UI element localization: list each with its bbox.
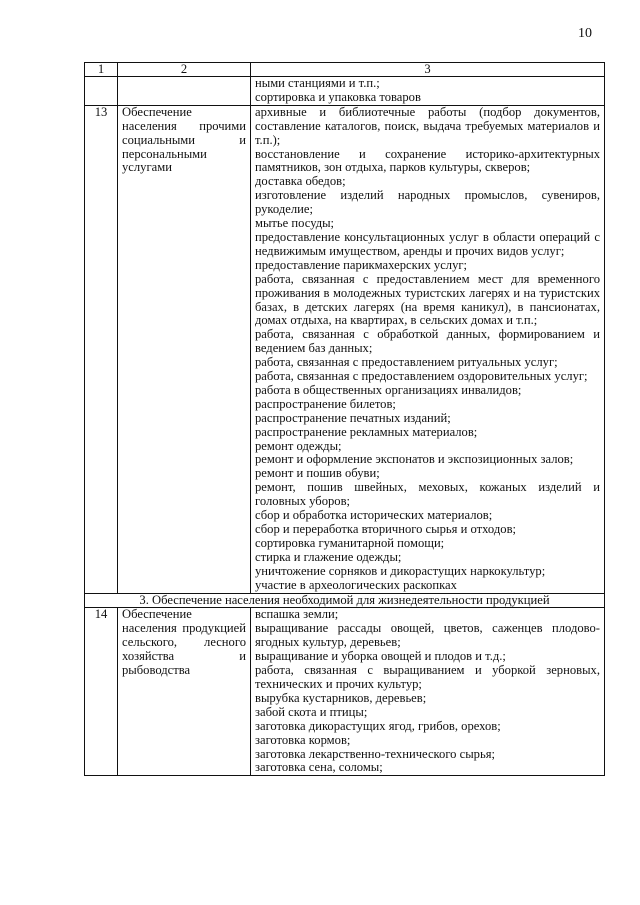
list-item: изготовление изделий народных промыслов, сувениров, рукоделие; bbox=[255, 188, 600, 217]
list-item: стирка и глажение одежды; bbox=[255, 549, 402, 564]
list-item: предоставление парикмахерских услуг; bbox=[255, 257, 468, 272]
list-item: ремонт и пошив обуви; bbox=[255, 466, 380, 481]
list-item: участие в археологических раскопках bbox=[255, 577, 457, 592]
row-14-number: 14 bbox=[85, 608, 118, 776]
list-item: предоставление консультационных услуг в области операций с недвижимым имуществом, аренды и прочих видов услуг; bbox=[255, 229, 600, 258]
header-col-2: 2 bbox=[118, 63, 251, 77]
list-item: вырубка кустарников, деревьев; bbox=[255, 690, 427, 705]
list-item: сортировка и упаковка товаров bbox=[255, 89, 421, 104]
header-col-1: 1 bbox=[85, 63, 118, 77]
list-item: работа, связанная с предоставлением ритуальных услуг; bbox=[255, 355, 558, 370]
list-item: ными станциями и т.п.; bbox=[255, 76, 380, 90]
list-item: архивные и библиотечные работы (подбор документов, составление каталогов, поиск, выдача требуемых материалов и т.п.); bbox=[255, 104, 600, 147]
row-14-items-cell bbox=[251, 608, 605, 776]
list-item: работа, связанная с предоставлением мест для временного проживания в молодежных туристских лагерях и на туристских базах, в детских лагерях (на время каникул), в пансионатах, домах отдыха, на квартирах, в сельских домах и т.п.; bbox=[255, 271, 600, 328]
page-number: 10 bbox=[578, 26, 592, 41]
list-item: заготовка дикорастущих ягод, грибов, орехов; bbox=[255, 718, 501, 733]
section-3-row bbox=[85, 593, 605, 608]
list-item: работа в общественных организациях инвалидов; bbox=[255, 382, 522, 397]
list-item: уничтожение сорняков и дикорастущих наркокультур; bbox=[255, 563, 546, 578]
continuation-row bbox=[85, 77, 605, 106]
row-13-items-cell bbox=[251, 105, 605, 593]
list-item: заготовка кормов; bbox=[255, 732, 351, 747]
table-header-row bbox=[85, 63, 605, 77]
continuation-name-cell bbox=[118, 77, 251, 106]
continuation-num-cell bbox=[85, 77, 118, 106]
list-item: восстановление и сохранение историко-архитектурных памятников, зон отдыха, парков культуры, скверов; bbox=[255, 146, 600, 175]
list-item: распространение рекламных материалов; bbox=[255, 424, 478, 439]
row-13-category: Обеспечение населения прочими социальными и персональными услугами bbox=[118, 105, 251, 593]
list-item: ремонт одежды; bbox=[255, 438, 342, 453]
list-item: работа, связанная с выращиванием и уборкой зерновых, технических и прочих культур; bbox=[255, 663, 600, 691]
header-col-3: 3 bbox=[251, 63, 605, 77]
jobs-table bbox=[84, 62, 605, 776]
list-item: работа, связанная с обработкой данных, формированием и ведением баз данных; bbox=[255, 327, 600, 356]
section-3-title: 3. Обеспечение населения необходимой для жизнедеятельности продукцией bbox=[85, 593, 605, 608]
list-item: заготовка лекарственно-технического сырья; bbox=[255, 746, 495, 761]
list-item: доставка обедов; bbox=[255, 174, 346, 189]
list-item: сортировка гуманитарной помощи; bbox=[255, 535, 445, 550]
list-item: распространение билетов; bbox=[255, 396, 396, 411]
list-item: мытье посуды; bbox=[255, 216, 335, 231]
list-item: сбор и переработка вторичного сырья и отходов; bbox=[255, 522, 517, 536]
list-item: сбор и обработка исторических материалов; bbox=[255, 508, 493, 523]
list-item: ремонт, пошив швейных, меховых, кожаных изделий и головных уборов; bbox=[255, 480, 600, 509]
table-row-13 bbox=[85, 105, 605, 593]
list-item: работа, связанная с предоставлением оздоровительных услуг; bbox=[255, 369, 588, 384]
list-item: распространение печатных изданий; bbox=[255, 410, 451, 425]
row-14-category: Обеспечение населения продукцией сельского, лесного хозяйства и рыбоводства bbox=[118, 608, 251, 776]
list-item: выращивание и уборка овощей и плодов и т.д.; bbox=[255, 649, 506, 664]
list-item: вспашка земли; bbox=[255, 607, 339, 622]
table-row-14 bbox=[85, 608, 605, 776]
list-item: ремонт и оформление экспонатов и экспозиционных залов; bbox=[255, 452, 574, 467]
row-13-number: 13 bbox=[85, 105, 118, 593]
list-item: забой скота и птицы; bbox=[255, 704, 368, 719]
list-item: заготовка сена, соломы; bbox=[255, 760, 383, 775]
continuation-items-cell bbox=[251, 77, 605, 106]
list-item: выращивание рассады овощей, цветов, саженцев плодово-ягодных культур, деревьев; bbox=[255, 621, 600, 650]
